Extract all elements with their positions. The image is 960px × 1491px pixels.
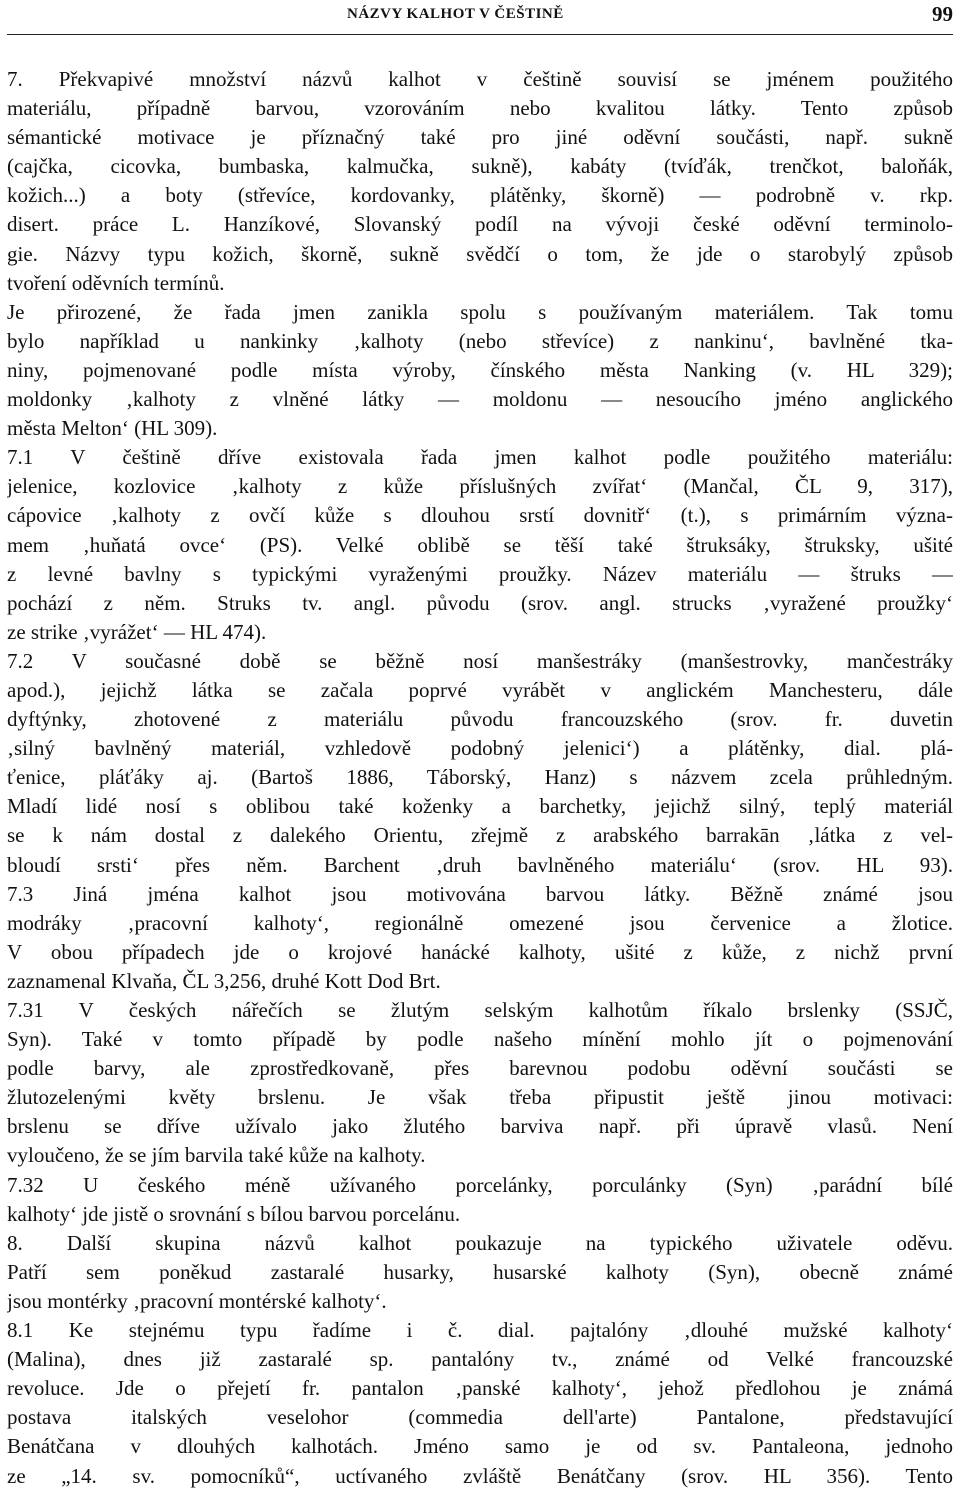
text-line: 8. Další skupina názvů kalhot poukazuje na typického uživatele oděvu. xyxy=(7,1230,953,1255)
text-line: niny, pojmenované podle místa výroby, čínského města Nanking (v. HL 329); xyxy=(7,357,953,382)
text-line: brslenu se dříve užívalo jako žlutého barviva např. při úpravě vlasů. Není xyxy=(7,1114,953,1139)
text-line: 7. Překvapivé množství názvů kalhot v češtině souvisí se jménem použitého xyxy=(7,67,953,91)
text-line: bloudí srsti‘ přes něm. Barchent ‚druh bavlněného materiálu‘ (srov. HL 93). xyxy=(7,852,953,877)
text-line: bylo například u nankinky ‚kalhoty (nebo střevíce) z nankinu‘, bavlněné tka- xyxy=(7,328,953,353)
text-line: tvoření oděvních termínů. xyxy=(7,270,225,295)
text-line: Patří sem poněkud zastaralé husarky, husarské kalhoty (Syn), obecně známé xyxy=(7,1259,953,1284)
text-line: V obou případech jde o krojové hanácké kalhoty, ušité z kůže, z nichž první xyxy=(7,939,953,964)
page-header xyxy=(7,0,953,35)
text-line: Syn). Také v tomto případě by podle našeho mínění mohlo jít o pojmenování xyxy=(7,1027,953,1052)
text-line: z levné bavlny s typickými vyraženými proužky. Název materiálu — štruks — xyxy=(7,561,953,586)
text-line: podle barvy, ale zprostředkovaně, přes barevnou podobu oděvní součásti se xyxy=(7,1056,953,1081)
text-line: zaznamenal Klvaňa, ČL 3,256, druhé Kott Dod Brt. xyxy=(7,968,441,993)
text-line: 8.1 Ke stejnému typu řadíme i č. dial. pajtalóny ‚dlouhé mužské kalhoty‘ xyxy=(7,1318,953,1343)
text-line: postava italských veselohor (commedia dell'arte) Pantalone, představující xyxy=(7,1405,953,1430)
text-line: města Melton‘ (HL 309). xyxy=(7,416,218,441)
text-line: gie. Názvy typu kožich, škorně, sukně svědčí o tom, že jde o starobylý způsob xyxy=(7,241,953,266)
text-line: disert. práce L. Hanzíkové, Slovanský podíl na vývoji české oděvní terminolo- xyxy=(7,212,953,237)
text-line: dyftýnky, zhotovené z materiálu původu francouzského (srov. fr. duvetin xyxy=(7,707,953,732)
text-line: se k nám dostal z dalekého Orientu, zřejmě z arabského barrakān ‚látka z vel- xyxy=(7,823,953,848)
body-text xyxy=(7,65,953,1491)
text-line: vyloučeno, že se jím barvila také kůže na kalhoty. xyxy=(7,1143,426,1168)
text-line: (cajčka, cicovka, bumbaska, kalmučka, sukně), kabáty (tvíďák, trenčkot, baloňák, xyxy=(7,154,953,179)
text-line: ze strike ‚vyrážet‘ — HL 474). xyxy=(7,619,267,644)
text-line: cápovice ‚kalhoty z ovčí kůže s dlouhou srstí dovnitř‘ (t.), s primárním význa- xyxy=(7,503,953,528)
text-line: kalhoty‘ jde jistě o srovnání s bílou barvou porcelánu. xyxy=(7,1201,461,1226)
text-line: revoluce. Jde o přejetí fr. pantalon ‚panské kalhoty‘, jehož předlohou je známá xyxy=(7,1376,953,1401)
text-line: (Malina), dnes již zastaralé sp. pantalóny tv., známé od Velké francouzské xyxy=(7,1347,953,1372)
text-line: Mladí lidé nosí s oblibou také koženky a barchetky, jejichž silný, teplý materiál xyxy=(7,794,953,819)
text-line: pochází z něm. Struks tv. angl. původu (srov. angl. strucks ‚vyražené proužky‘ xyxy=(7,590,953,615)
page-number: 99 xyxy=(932,2,953,26)
text-line: modráky ‚pracovní kalhoty‘, regionálně omezené jsou červenice a žlotice. xyxy=(7,910,953,935)
text-line: Je přirozené, že řada jmen zanikla spolu s používaným materiálem. Tak tomu xyxy=(7,299,953,324)
text-line: ‚silný bavlněný materiál, vzhledově podobný jelenici‘) a plátěnky, dial. plá- xyxy=(7,736,953,761)
text-line: kožich...) a boty (střevíce, kordovanky, plátěnky, škorně) — podrobně v. rkp. xyxy=(7,183,953,208)
running-title: NÁZVY KALHOT V ČEŠTINĚ xyxy=(347,6,564,22)
text-line: jelenice, kozlovice ‚kalhoty z kůže příslušných zvířat‘ (Mančal, ČL 9, 317), xyxy=(7,474,953,499)
text-line: 7.3 Jiná jména kalhot jsou motivována barvou látky. Běžně známé jsou xyxy=(7,881,953,906)
text-line: ze „14. sv. pomocníků“, uctívaného zvláště Benátčany (srov. HL 356). Tento xyxy=(7,1463,953,1488)
text-line: apod.), jejichž látka se začala poprvé vyrábět v anglickém Manchesteru, dále xyxy=(7,677,953,702)
text-line: Benátčana v dlouhých kalhotách. Jméno samo je od sv. Pantaleona, jednoho xyxy=(7,1434,953,1459)
document-page xyxy=(7,0,953,1491)
text-line: moldonky ‚kalhoty z vlněné látky — moldonu — nesoucího jméno anglického xyxy=(7,387,953,412)
text-line: žlutozelenými květy brslenu. Je však třeba připustit ještě jinou motivaci: xyxy=(7,1085,953,1110)
text-line: 7.31 V českých nářečích se žlutým selským kalhotům říkalo brslenky (SSJČ, xyxy=(7,998,953,1022)
text-line: mem ‚huňatá ovce‘ (PS). Velké oblibě se těší také štruksáky, štruksky, ušité xyxy=(7,532,953,557)
text-line: materiálu, případně barvou, vzorováním nebo kvalitou látky. Tento způsob xyxy=(7,96,953,121)
text-line: sémantické motivace je příznačný také pro jiné oděvní součásti, např. sukně xyxy=(7,125,953,150)
text-line: ťenice, pláťáky aj. (Bartoš 1886, Táborský, Hanz) s názvem zcela průhledným. xyxy=(7,765,953,790)
text-line: 7.1 V češtině dříve existovala řada jmen kalhot podle použitého materiálu: xyxy=(7,445,953,470)
text-line: jsou montérky ‚pracovní montérské kalhoty‘. xyxy=(7,1288,387,1313)
text-line: 7.32 U českého méně užívaného porcelánky, porculánky (Syn) ‚parádní bílé xyxy=(7,1172,953,1197)
text-line: 7.2 V současné době se běžně nosí manšestráky (manšestrovky, mančestráky xyxy=(7,648,953,673)
